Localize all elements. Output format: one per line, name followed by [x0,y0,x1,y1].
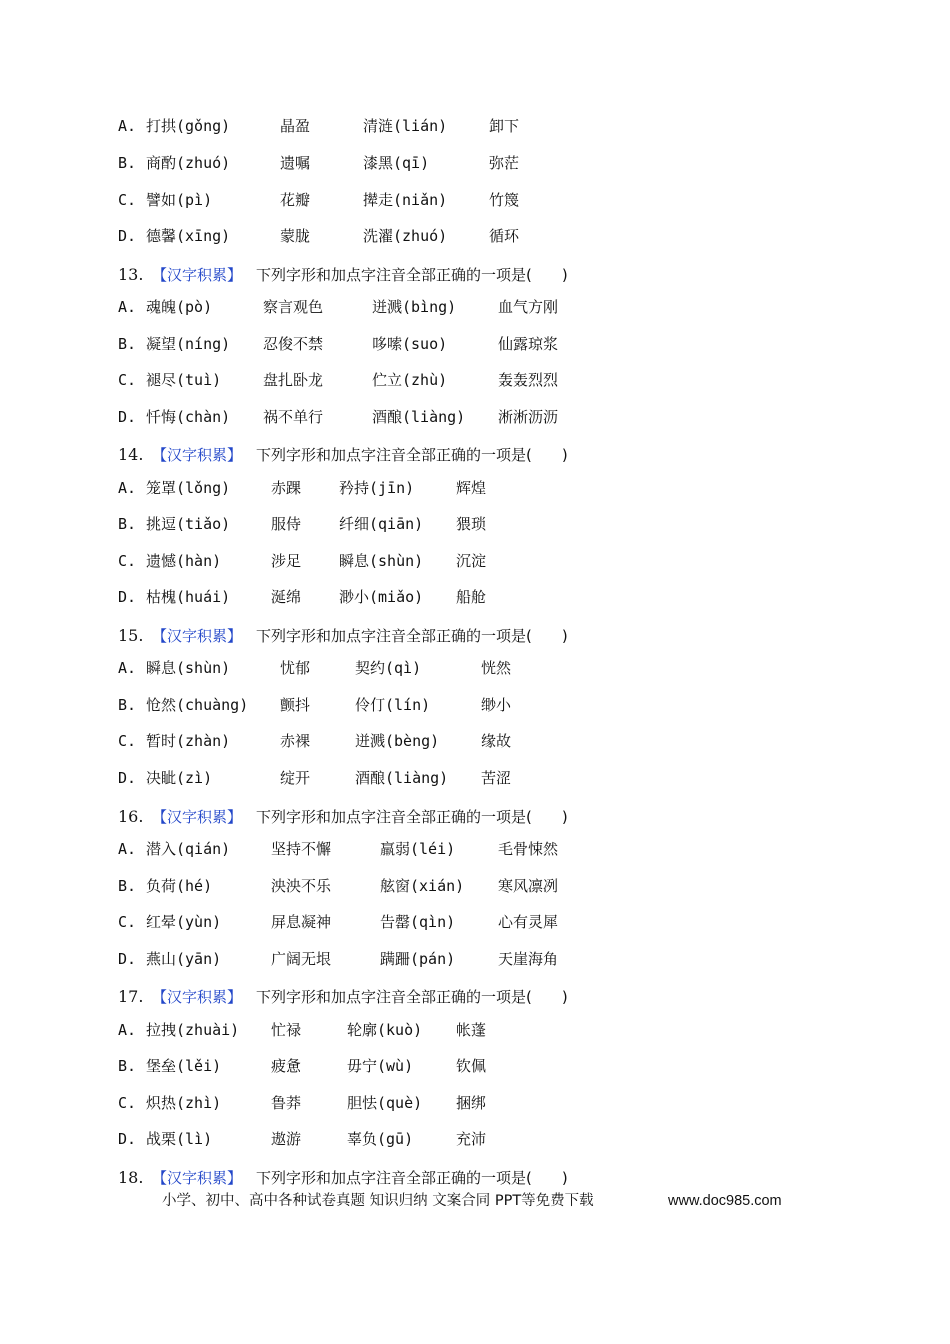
option-letter: B. [118,1057,137,1075]
page-footer [162,1190,782,1212]
option-letter: C. [118,732,137,750]
option-letter: D. [118,950,137,968]
option-letter: B. [118,877,137,895]
footer-url[interactable]: www.doc985.com [668,1193,782,1209]
option-letter: A. [118,479,137,497]
option-word-4: 竹篾 [489,191,520,209]
question-tag: 【汉字积累】 [152,808,243,826]
option-word-2: 服侍 [271,515,302,533]
option-word-3: 矜持(jīn) [339,479,415,497]
option-word-4: 辉煌 [456,479,487,497]
option-word-4: 天崖海角 [498,950,559,968]
option-letter: A. [118,117,137,135]
option-word-1: 燕山(yān) [146,950,222,968]
option-letter: A. [118,1021,137,1039]
option-word-1: 怆然(chuàng) [146,696,249,714]
option-letter: C. [118,1094,137,1112]
option-word-2: 颤抖 [280,696,311,714]
option-word-2: 蒙胧 [280,227,311,245]
question-number: 17. [118,987,144,1006]
option-word-4: 心有灵犀 [498,913,559,931]
option-word-1: 忏悔(chàn) [146,408,231,426]
option-word-3: 洗濯(zhuó) [363,227,448,245]
option-word-1: 德馨(xīng) [146,227,231,245]
option-word-1: 凝望(níng) [146,335,231,353]
option-word-2: 坚持不懈 [271,840,332,858]
option-word-4: 充沛 [456,1130,487,1148]
option-word-1: 负荷(hé) [146,877,213,895]
option-word-3: 渺小(miǎo) [339,588,424,606]
option-word-2: 屏息凝神 [271,913,332,931]
option-word-2: 遨游 [271,1130,302,1148]
option-word-4: 沉淀 [456,552,487,570]
option-word-3: 伫立(zhù) [372,371,448,389]
question-tag: 【汉字积累】 [152,266,243,284]
option-word-4: 捆绑 [456,1094,487,1112]
option-word-4: 毛骨悚然 [498,840,559,858]
option-word-4: 苦涩 [481,769,512,787]
option-word-3: 蹒跚(pán) [380,950,456,968]
option-word-4: 船舱 [456,588,487,606]
option-word-1: 潜入(qián) [146,840,231,858]
option-word-4: 轰轰烈烈 [498,371,559,389]
option-word-3: 迸溅(bìng) [372,298,457,316]
option-word-3: 哆嗦(suo) [372,335,448,353]
option-word-2: 广阔无垠 [271,950,332,968]
option-letter: D. [118,227,137,245]
option-word-1: 堡垒(lěi) [146,1057,222,1075]
option-word-1: 笼罩(lǒng) [146,479,231,497]
option-word-2: 疲惫 [271,1057,302,1075]
option-word-3: 辜负(gū) [347,1130,414,1148]
option-letter: C. [118,191,137,209]
option-word-4: 仙露琼浆 [498,335,559,353]
question-number: 16. [118,807,144,826]
option-word-3: 伶仃(lín) [355,696,431,714]
option-word-4: 缘故 [481,732,512,750]
option-word-2: 忧郁 [280,659,311,677]
option-word-2: 忍俊不禁 [263,335,324,353]
option-word-1: 红晕(yùn) [146,913,222,931]
option-word-3: 舷窗(xián) [380,877,465,895]
option-word-1: 枯槐(huái) [146,588,231,606]
option-word-2: 祸不单行 [263,408,324,426]
option-letter: D. [118,1130,137,1148]
option-word-4: 血气方刚 [498,298,559,316]
question-number: 14. [118,445,144,464]
option-word-3: 契约(qì) [355,659,422,677]
option-word-2: 遗嘱 [280,154,311,172]
option-letter: A. [118,840,137,858]
option-letter: B. [118,515,137,533]
option-word-3: 胆怯(què) [347,1094,423,1112]
option-word-2: 涎绵 [271,588,302,606]
option-word-1: 商酌(zhuó) [146,154,231,172]
question-tag: 【汉字积累】 [152,627,243,645]
option-letter: B. [118,154,137,172]
option-word-4: 弥茫 [489,154,520,172]
option-word-1: 瞬息(shùn) [146,659,231,677]
option-letter: A. [118,298,137,316]
option-word-3: 羸弱(léi) [380,840,456,858]
option-word-1: 褪尽(tuì) [146,371,222,389]
option-word-3: 酒酿(liàng) [372,408,466,426]
question-number: 15. [118,626,144,645]
option-word-4: 卸下 [489,117,520,135]
question-number: 18. [118,1168,144,1187]
option-word-4: 寒风凛冽 [498,877,559,895]
option-word-2: 察言观色 [263,298,324,316]
option-letter: D. [118,408,137,426]
option-letter: C. [118,552,137,570]
option-word-3: 迸溅(bèng) [355,732,440,750]
option-letter: B. [118,696,137,714]
option-word-1: 拉拽(zhuài) [146,1021,240,1039]
option-letter: B. [118,335,137,353]
question-text: 下列字形和加点字注音全部正确的一项是( ) [256,627,568,645]
option-word-4: 恍然 [481,659,512,677]
option-word-3: 酒酿(liàng) [355,769,449,787]
option-word-4: 钦佩 [456,1057,487,1075]
option-word-1: 遗憾(hàn) [146,552,222,570]
option-word-3: 漆黑(qī) [363,154,430,172]
question-text: 下列字形和加点字注音全部正确的一项是( ) [256,446,568,464]
option-word-2: 赤裸 [280,732,311,750]
option-word-1: 决眦(zì) [146,769,213,787]
option-word-1: 炽热(zhì) [146,1094,222,1112]
question-tag: 【汉字积累】 [152,1169,243,1187]
option-word-1: 挑逗(tiǎo) [146,515,231,533]
option-word-2: 晶盈 [280,117,311,135]
option-letter: C. [118,371,137,389]
option-word-2: 涉足 [271,552,302,570]
question-text: 下列字形和加点字注音全部正确的一项是( ) [256,988,568,1006]
option-letter: C. [118,913,137,931]
option-word-1: 打拱(gǒng) [146,117,231,135]
option-word-1: 暂时(zhàn) [146,732,231,750]
question-text: 下列字形和加点字注音全部正确的一项是( ) [256,1169,568,1187]
option-word-4: 循环 [489,227,520,245]
option-word-4: 猥琐 [456,515,487,533]
option-word-4: 缈小 [481,696,512,714]
option-word-4: 帐蓬 [456,1021,487,1039]
option-letter: D. [118,588,137,606]
option-word-2: 盘扎卧龙 [263,371,324,389]
option-word-2: 鲁莽 [271,1094,302,1112]
option-word-3: 告罄(qìn) [380,913,456,931]
option-word-2: 泱泱不乐 [271,877,332,895]
option-word-1: 魂魄(pò) [146,298,213,316]
question-number: 13. [118,265,144,284]
option-word-2: 赤踝 [271,479,302,497]
option-word-3: 清涟(lián) [363,117,448,135]
question-tag: 【汉字积累】 [152,446,243,464]
option-letter: A. [118,659,137,677]
option-word-1: 譬如(pì) [146,191,213,209]
question-tag: 【汉字积累】 [152,988,243,1006]
option-word-2: 绽开 [280,769,311,787]
option-word-2: 花瓣 [280,191,311,209]
option-word-3: 撵走(niǎn) [363,191,448,209]
footer-text: 小学、初中、高中各种试卷真题 知识归纳 文案合同 PPT等免费下载 [162,1193,594,1209]
option-word-3: 瞬息(shùn) [339,552,424,570]
option-word-3: 轮廓(kuò) [347,1021,423,1039]
question-text: 下列字形和加点字注音全部正确的一项是( ) [256,266,568,284]
option-word-1: 战栗(lì) [146,1130,213,1148]
question-text: 下列字形和加点字注音全部正确的一项是( ) [256,808,568,826]
option-word-3: 毋宁(wù) [347,1057,414,1075]
option-word-4: 淅淅沥沥 [498,408,559,426]
option-word-2: 忙禄 [271,1021,302,1039]
option-word-3: 纤细(qiān) [339,515,424,533]
option-letter: D. [118,769,137,787]
